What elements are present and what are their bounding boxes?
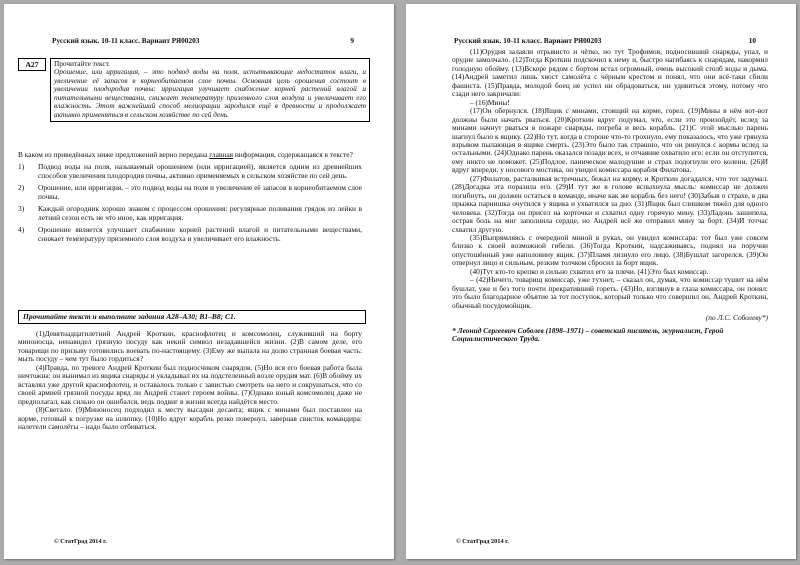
story-paragraph: (11)Орудия залаяли отрывисто и чётко, но тут Трофимов, подносивший снаряды, упал, и орудие замолчало. (12)Тогда Кроткин подскочил к нему и, быстро нагибаясь к снарядам, накормил голодную обойму. (13)Вскоре рядом с бортом встал огромный, очень высокий столб воды и дыма. (14)Андрей заметил лишь хвост самолёта с чёрным крестом и понял, что они всё-таки сбили фашиста. (15)Правда, молодой боец не успел ни обрадоваться, ни удивиться этому, потому что сзади него закричали: [452, 47, 768, 99]
task-question [18, 151, 362, 159]
task-question-block [18, 151, 362, 243]
story-paragraph: (1)Девятнадцатилетний Андрей Кроткин, краснофлотец и комсомолец, служивший на борту миноносца, ненавидел грязную посуду как некий символ незадавшейся жизни. (2)В самом деле, его товарищи по призыву готовились воевать по-настоящему. (3)Ему же выпала на долю странная боевая часть: мыть посуду – чем тут было гордиться? [18, 329, 362, 364]
story-paragraph: (27)Филатов, расталкивая встречных, бежал на корму, и Кроткин догадался, что тот задумал. (28)Догадка эта поразила его. (29)И тут же в голове вспыхнула мысль: комиссар не должен погибнуть, он должен остаться в команде, иначе как же корабль без него! (30)Забыв о страхе, в два прыжка парнишка очутился у ящика и ухватился за дно. (31)Ящик был слишком тяжёл для одного человека. (32)Тогда он присел на корточки и схватил одну горячую мину. (33)Ладонь зашипела, острая боль на миг заполнила сердце, но Андрей всё же отправил мину за борт. (34)И тотчас схватил другую. [452, 173, 768, 234]
answer-option [18, 226, 362, 243]
story-text-left [18, 330, 362, 431]
story-paragraph: (35)Выпрямляясь с очередной миной в руках, он увидел комиссара: тот был уже совсем близко к своей возможной гибели. (36)Тогда Кроткин, надсаживаясь, поднял на поручни опустошённый уже наполовину ящик. (37)Пламя лизнуло его лицо. (38)Бушлат загорелся. (39)Он отвернул лицо и сильным, резким толчком сбросил за борт ящик. [452, 232, 768, 268]
task-id-box: А27 [18, 58, 46, 71]
header-title: Русский язык. 10-11 класс. Вариант РЯ00203 [52, 36, 200, 45]
option-number: 3) [18, 204, 25, 214]
task-prompt: Прочитайте текст. [54, 59, 111, 68]
option-text: Орошение является улучшает снабжение корней растений влагой и питательными веществами, снижает температуру приземного слоя воздуха и увеличивает его влажность. [38, 225, 362, 243]
page-footer: © СтатГрад 2014 г. [54, 538, 107, 545]
story-text-right [452, 48, 768, 343]
task-a27-frame [50, 58, 370, 122]
answer-option [18, 163, 362, 180]
page-number: 10 [748, 36, 756, 45]
left-page [4, 4, 394, 559]
right-page [406, 4, 796, 559]
option-number: 4) [18, 225, 25, 235]
option-text: Подвод воды на поля, называемый орошением (или ирригацией), является одним из древнейших способов увеличения плодородия почвы, активно применяемых в сельском хозяйстве по сей день. [38, 162, 362, 180]
story-paragraph: (8)Светало. (9)Миноносец подходил к месту высадки десанта; ящик с минами был поставлен на корме, готовый к погрузке на шлюпку. (10)Но вдруг корабль резко повернул, завернав свисток командира: налетели самолёты – надо было отбиваться. [18, 405, 362, 431]
story-paragraph: (17)Он обернулся. (18)Ящик с минами, стоящий на корме, горел. (19)Мины в нём вот-вот должны были начать рваться. (20)Кроткин вдруг подумал, что, если это произойдёт, вслед за минами начнут рваться в пожаре снаряды, погреба и весь корабль. (21)С этой мыслью парень шагнул было к ящику. (22)Но тут, когда в стороне что-то грохнуло, ему показалось, что уже грянула взрывом пылающая в ящике смерть. (23)Это было так страшно, что он ринулся с кормы вслед за остальными. (24)Однако парень оказался позади всех, и отчаяние охватило его: если он отступится, ему никто не поможет. (25)Подлое, паническое малодушие и страх подогнули его колени. (26)И вдруг впереди, у носового мостика, он увидел комиссара корабля Филатова. [452, 106, 768, 175]
story-author: (по Л.С. Соболеву*) [705, 313, 768, 323]
page-footer: © СтатГрад 2014 г. [456, 538, 509, 545]
answer-option [18, 205, 362, 222]
option-text: Каждый огородник хорошо знаком с процессом орошения: регулярные поливания грядок из лейки в летний сезон есть не что иное, как ирригация. [38, 204, 362, 222]
option-number: 1) [18, 162, 25, 172]
question-underlined: главная [209, 150, 233, 159]
option-text: Орошение, или ирригация, – это подвод воды на поля и увеличение её запасов в корнеобитаемом слое почвы. [38, 183, 362, 201]
page-header [454, 36, 756, 45]
page-header [52, 36, 354, 45]
answer-option [18, 184, 362, 201]
task-instruction: Прочитайте текст и выполните задания А28–А30; В1–В8; С1. [18, 310, 366, 324]
story-paragraph: – (16)Мины! [470, 97, 510, 107]
author-footnote: * Леонид Сергеевич Соболев (1898–1971) – советский писатель, журналист, Герой Социалистического Труда. [452, 325, 724, 343]
story-paragraph: (4)Правда, по тревоге Андрей Кроткин был подносчиком снарядов. (5)Но вся его боевая работа была ничтожна: он вынимал из ящика снаряды и укладывал их на подстеленный возле орудия мат. (6)В обойму их вставлял уже другой краснофлотец, и оставалось только с завистью смотреть на него и сокрушаться, что со своей армией грязной посуды вряд ли Андрей станет героем войны. (7)Однако юный комсомолец даже не предполагал, как сильно он ошибался, ведь подвиг в жизни всегда найдётся место. [18, 362, 362, 406]
story-paragraph: (40)Тут кто-то крепко и сильно схватил его за плечи. (41)Это был комиссар. [470, 266, 709, 276]
task-excerpt: Орошение, или ирригация, – это подвод воды на поля, испытывающие недостаток влаги, и увеличение её запасов в корнеобитаемом слое почвы. Основная цель орошения состоит в увеличении плодородия почвы: ирригация улучшает снабжение корней растений влагой и питательными веществами, снижает температуру приземного слоя воздуха и увеличивает его влажность. Этот важнейший способ мелиорации зародился ещё в древности и продолжает активно применяться в сельском хозяйстве по сей день. [54, 67, 366, 119]
question-text: В каком из приведённых ниже предложений верно передана [18, 150, 210, 159]
header-title: Русский язык. 10-11 класс. Вариант РЯ00203 [454, 36, 602, 45]
question-text-end: информация, содержащаяся в тексте? [233, 150, 353, 159]
page-number: 9 [350, 36, 354, 45]
story-paragraph: – (42)Ничего, товарищ комиссар, уже тухнет, – сказал он, думая, что комиссар тушит на нём бушлат, уже и без того почти прекративший гореть. (43)Но, взглянув в глаза комиссара, он понял: это было благодарное объятие за тот поступок, который только что совершил он, Андрей Кроткин, обычный посудомойщик. [452, 275, 768, 310]
option-number: 2) [18, 183, 25, 193]
